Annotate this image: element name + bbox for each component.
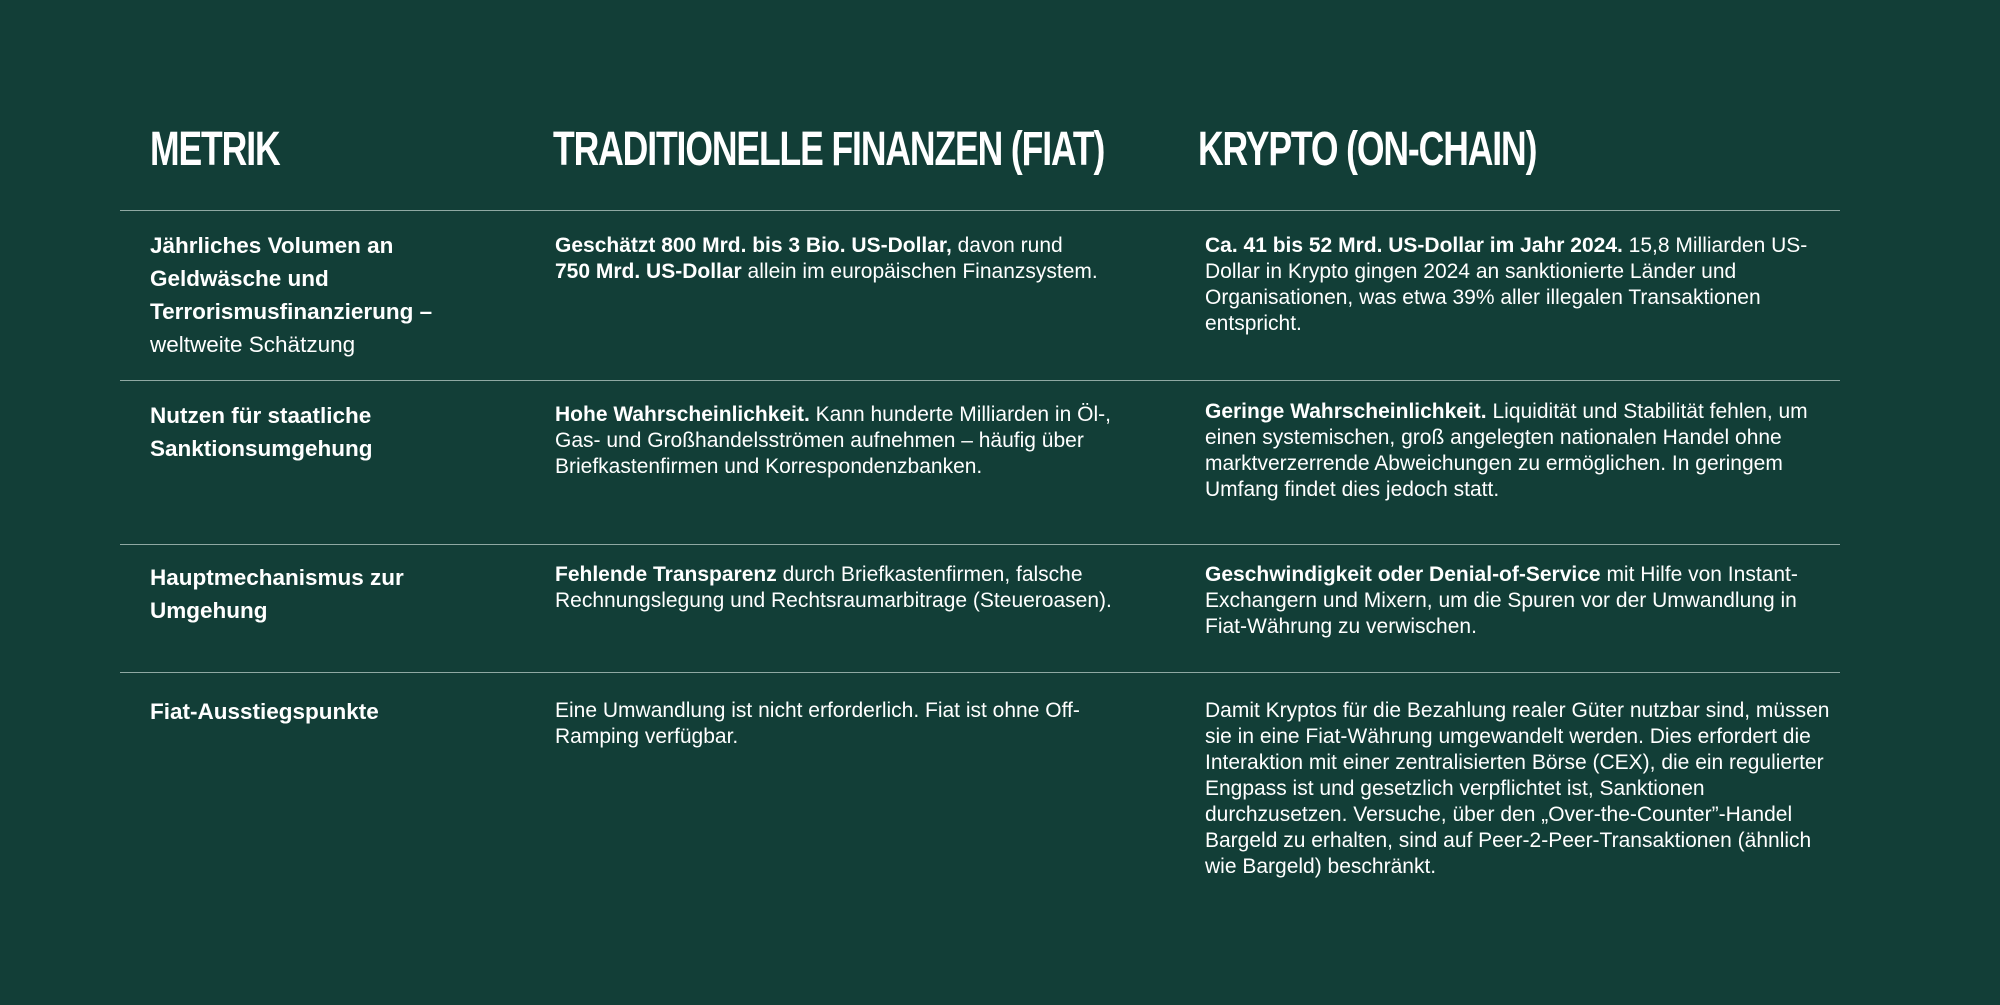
metric-cell (150, 229, 490, 361)
crypto-text: mit Hilfe von Instant-Exchangern und Mixern, um die Spuren vor der Umwandlung in Fiat-Währung zu verwischen. (1205, 563, 1798, 638)
fiat-highlight: Fehlende Transparenz (555, 563, 777, 586)
crypto-highlight: Geschwindigkeit oder Denial-of-Service (1205, 563, 1601, 586)
crypto-cell (1205, 233, 1835, 337)
comparison-table (120, 100, 1840, 928)
metric-label: Hauptmechanismus zur Umgehung (150, 565, 404, 623)
metric-sublabel: weltweite Schätzung (150, 332, 356, 357)
fiat-text: allein im europäischen Finanzsystem. (741, 260, 1098, 283)
fiat-highlight: Geschätzt 800 Mrd. bis 3 Bio. US-Dollar, (555, 234, 952, 257)
table-header (120, 100, 1840, 211)
fiat-cell (555, 233, 1135, 285)
fiat-text: Eine Umwandlung ist nicht erforderlich. Fiat ist ohne Off-Ramping verfügbar. (555, 699, 1080, 748)
fiat-text: Kann hunderte Milliarden in Öl-, Gas- und Großhandelsströmen aufnehmen – häufig über Briefkastenfirmen und Korrespondenzbanken. (555, 403, 1111, 478)
fiat-cell (555, 402, 1135, 480)
header-fiat: TRADITIONELLE FINANZEN (FIAT) (553, 123, 1105, 176)
fiat-text: davon rund (951, 234, 1063, 257)
crypto-cell (1205, 399, 1835, 503)
table-row (120, 673, 1840, 928)
metric-label: Jährliches Volumen an Geldwäsche und Terrorismusfinanzierung – (150, 233, 433, 324)
crypto-highlight: Geringe Wahrscheinlichkeit. (1205, 400, 1487, 423)
crypto-cell (1205, 562, 1835, 640)
metric-label: Nutzen für staatliche Sanktionsumgehung (150, 403, 373, 461)
table-row (120, 545, 1840, 673)
table-row (120, 381, 1840, 545)
metric-label: Fiat-Ausstiegspunkte (150, 699, 379, 724)
fiat-cell (555, 562, 1135, 614)
crypto-text: 15,8 Milliarden US-Dollar in Krypto gingen 2024 an sanktionierte Länder und Organisationen, was etwa 39% aller illegalen Transaktionen entspricht. (1205, 234, 1808, 335)
crypto-text: Damit Kryptos für die Bezahlung realer Güter nutzbar sind, müssen sie in eine Fiat-Währung umgewandelt werden. Dies erfordert die Interaktion mit einer zentralisierten Börse (CEX), die ein regulierter Engpass ist und gesetzlich verpflichtet ist, Sanktionen durchzusetzen. Versuche, über den „Over-the-Counter”-Handel Bargeld zu erhalten, sind auf Peer-2-Peer-Transaktionen (ähnlich wie Bargeld) beschränkt. (1205, 699, 1830, 878)
crypto-text: Liquidität und Stabilität fehlen, um einen systemischen, groß angelegten nationalen Handel ohne marktverzerrende Abweichungen zu ermöglichen. In geringem Umfang findet dies jedoch statt. (1205, 400, 1808, 501)
table-row (120, 211, 1840, 381)
header-metric: METRIK (150, 123, 280, 176)
crypto-highlight: Ca. 41 bis 52 Mrd. US-Dollar im Jahr 2024. (1205, 234, 1623, 257)
fiat-highlight: 750 Mrd. US-Dollar (555, 260, 742, 283)
fiat-highlight: Hohe Wahrscheinlichkeit. (555, 403, 810, 426)
fiat-text: durch Briefkastenfirmen, falsche Rechnungslegung und Rechtsraumarbitrage (Steueroasen). (555, 563, 1112, 612)
header-crypto: KRYPTO (ON-CHAIN) (1198, 123, 1537, 176)
